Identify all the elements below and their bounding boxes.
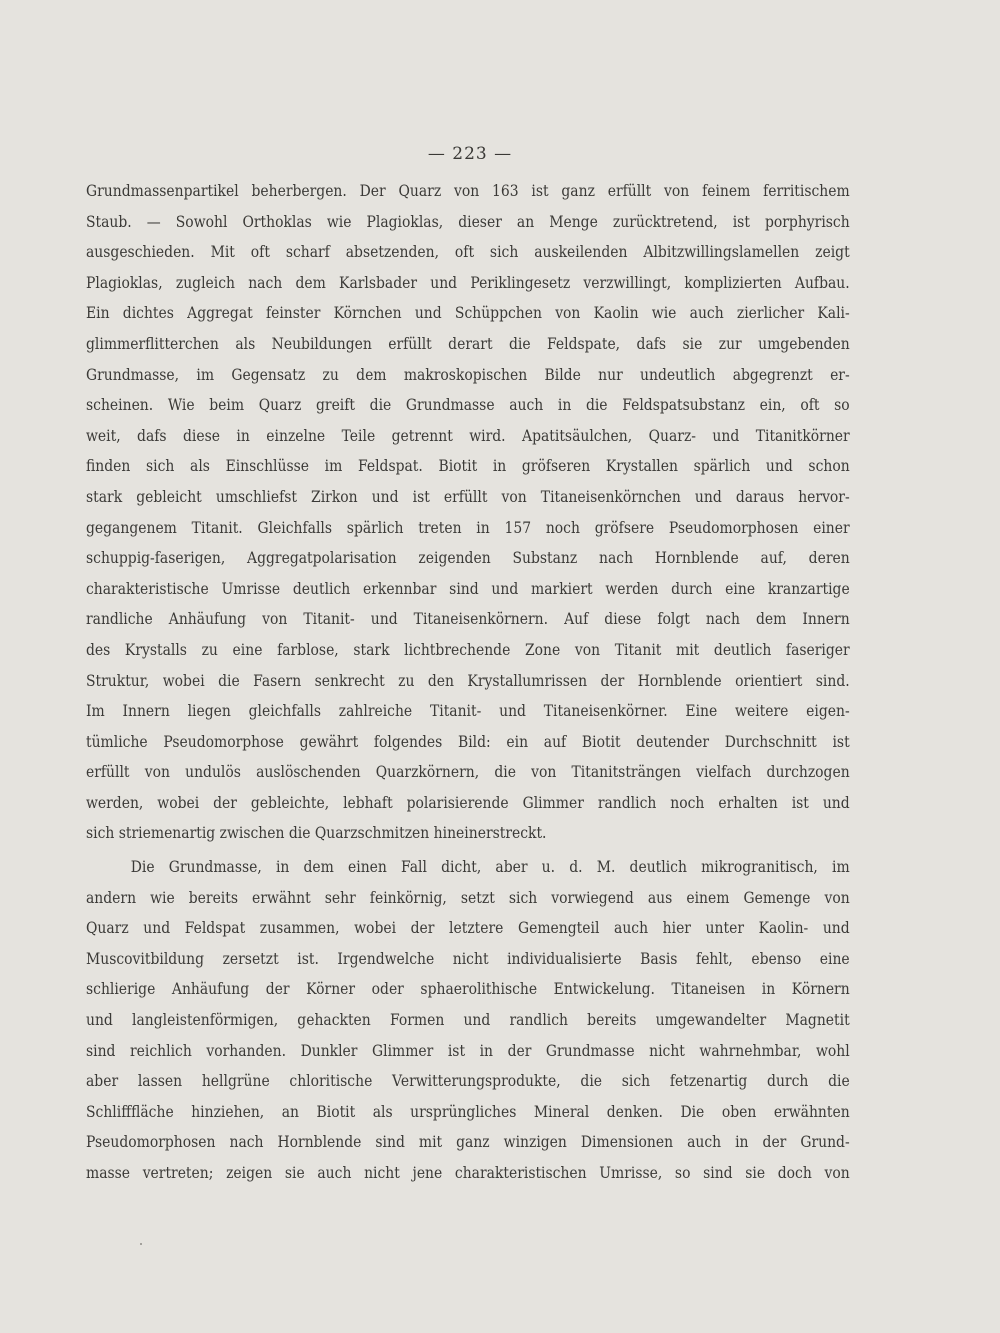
text-line: sind reichlich vorhanden. Dunkler Glimmer ist in der Grundmasse nicht wahrnehmbar, wohl <box>86 1040 850 1060</box>
text-line: randliche Anhäufung von Titanit- und Titaneisenkörnern. Auf diese folgt nach dem Innern <box>86 609 850 629</box>
text-line: des Krystalls zu eine farblose, stark lichtbrechende Zone von Titanit mit deutlich faseriger <box>86 639 850 659</box>
text-line: aber lassen hellgrüne chloritische Verwitterungsprodukte, die sich fetzenartig durch die <box>86 1071 850 1091</box>
text-line: Plagioklas, zugleich nach dem Karlsbader und Periklingesetz verzwillingt, komplizierten Aufbau. <box>86 272 850 292</box>
text-line: Pseudomorphosen nach Hornblende sind mit ganz winzigen Dimensionen auch in der Grund- <box>86 1132 850 1152</box>
text-line: sich striemenartig zwischen die Quarzschmitzen hineinerstreckt. <box>86 823 547 843</box>
page-speck <box>140 1243 142 1245</box>
text-line: erfüllt von undulös auslöschenden Quarzkörnern, die von Titanitsträngen vielfach durchzogen <box>86 762 850 782</box>
text-line: Ein dichtes Aggregat feinster Körnchen und Schüppchen von Kaolin wie auch zierlicher Kali- <box>86 303 850 323</box>
text-line: charakteristische Umrisse deutlich erkennbar sind und markiert werden durch eine kranzartige <box>86 578 850 598</box>
paragraph-2 <box>86 852 850 1189</box>
text-line: masse vertreten; zeigen sie auch nicht jene charakteristischen Umrisse, so sind sie doch von <box>86 1162 850 1182</box>
text-line: glimmerflitterchen als Neubildungen erfüllt derart die Feldspate, dafs sie zur umgebenden <box>86 333 850 353</box>
text-line: scheinen. Wie beim Quarz greift die Grundmasse auch in die Feldspatsubstanz ein, oft so <box>86 395 850 415</box>
page-number: — 223 — <box>427 144 513 164</box>
text-line: schuppig-faserigen, Aggregatpolarisation zeigenden Substanz nach Hornblende auf, deren <box>86 548 850 568</box>
text-line: andern wie bereits erwähnt sehr feinkörnig, setzt sich vorwiegend aus einem Gemenge von <box>86 887 850 907</box>
text-line: schlierige Anhäufung der Körner oder sphaerolithische Entwickelung. Titaneisen in Körnern <box>86 979 850 999</box>
text-line: Grundmasse, im Gegensatz zu dem makroskopischen Bilde nur undeutlich abgegrenzt er- <box>86 364 850 384</box>
text-line: Quarz und Feldspat zusammen, wobei der letztere Gemengteil auch hier unter Kaolin- und <box>86 918 850 938</box>
paragraph-1 <box>86 176 850 849</box>
text-line: Im Innern liegen gleichfalls zahlreiche Titanit- und Titaneisenkörner. Eine weitere eigen- <box>86 701 850 721</box>
text-line: Grundmassenpartikel beherbergen. Der Quarz von 163 ist ganz erfüllt von feinem ferritischem <box>86 181 850 200</box>
text-line: weit, dafs diese in einzelne Teile getrennt wird. Apatitsäulchen, Quarz- und Titanitkörner <box>86 425 850 445</box>
text-line: finden sich als Einschlüsse im Feldspat. Biotit in gröfseren Krystallen spärlich und schon <box>86 456 850 476</box>
text-line: ausgeschieden. Mit oft scharf absetzenden, oft sich auskeilenden Albitzwillingslamellen zeigt <box>86 242 850 262</box>
text-line: tümliche Pseudomorphose gewährt folgendes Bild: ein auf Biotit deutender Durchschnitt ist <box>86 731 850 751</box>
text-line: Staub. — Sowohl Orthoklas wie Plagioklas, dieser an Menge zurücktretend, ist porphyrisch <box>86 211 850 231</box>
text-line: und langleistenförmigen, gehackten Formen und randlich bereits umgewandelter Magnetit <box>86 1009 850 1029</box>
text-line: stark gebleicht umschliefst Zirkon und ist erfüllt von Titaneisenkörnchen und daraus hervor- <box>86 486 850 506</box>
text-line: Muscovitbildung zersetzt ist. Irgendwelche nicht individualisierte Basis fehlt, ebenso eine <box>86 948 850 968</box>
text-line: Struktur, wobei die Fasern senkrecht zu den Krystallumrissen der Hornblende orientiert sind. <box>86 670 850 690</box>
text-line: gegangenem Titanit. Gleichfalls spärlich treten in 157 noch gröfsere Pseudomorphosen einer <box>86 517 850 537</box>
text-line: Die Grundmasse, in dem einen Fall dicht, aber u. d. M. deutlich mikrogranitisch, im <box>130 857 850 876</box>
text-line: werden, wobei der gebleichte, lebhaft polarisierende Glimmer randlich noch erhalten ist und <box>86 792 850 812</box>
text-line: Schlifffläche hinziehen, an Biotit als ursprüngliches Mineral denken. Die oben erwähnten <box>86 1101 850 1121</box>
